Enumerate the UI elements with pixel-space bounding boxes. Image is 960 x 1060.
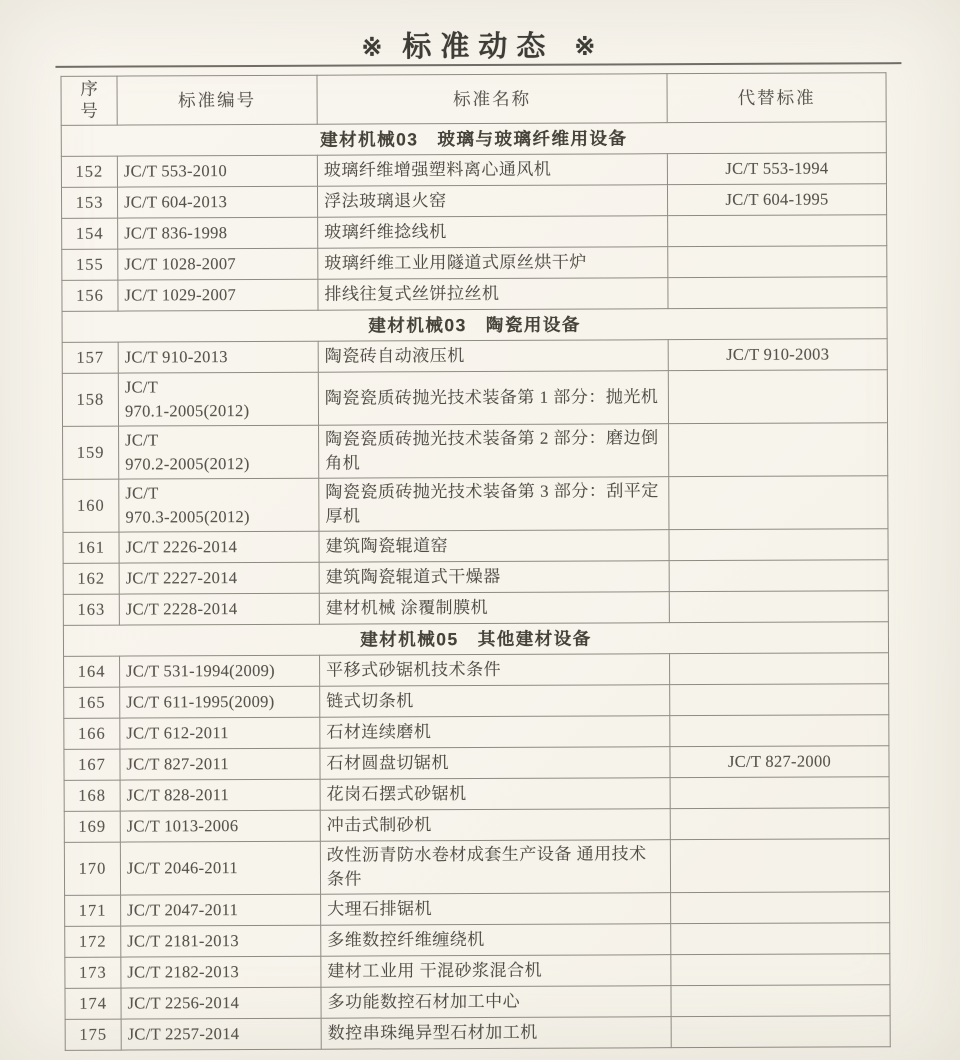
page-title bbox=[0, 0, 958, 62]
name-cell: 石材连续磨机 bbox=[320, 715, 670, 748]
replaced-standard-cell bbox=[669, 475, 888, 529]
table-row bbox=[61, 152, 886, 187]
code-cell: JC/T 2257-2014 bbox=[121, 1018, 321, 1050]
table-row bbox=[63, 422, 888, 479]
table-row bbox=[64, 745, 889, 780]
table-row bbox=[62, 245, 887, 280]
name-cell: 陶瓷瓷质砖抛光技术装备第 2 部分：磨边倒角机 bbox=[319, 423, 669, 478]
serial-cell: 160 bbox=[63, 479, 119, 532]
replaced-standard-cell bbox=[669, 422, 888, 476]
replaced-standard-cell bbox=[668, 214, 887, 246]
name-cell: 多功能数控石材加工中心 bbox=[321, 985, 671, 1018]
name-cell: 建筑陶瓷辊道式干燥器 bbox=[319, 560, 669, 593]
name-cell: 建材机械 涂覆制膜机 bbox=[319, 591, 669, 624]
name-cell: 冲击式制砂机 bbox=[320, 808, 670, 841]
code-cell: JC/T 827-2011 bbox=[120, 748, 320, 780]
replaced-standard-cell bbox=[670, 683, 889, 715]
name-cell: 玻璃纤维捻线机 bbox=[318, 215, 668, 248]
serial-cell: 166 bbox=[64, 718, 120, 749]
code-cell: JC/T 970.1-2005(2012) bbox=[118, 372, 318, 426]
serial-cell: 171 bbox=[65, 895, 121, 926]
page-title-text: 标准动态 bbox=[402, 30, 555, 64]
serial-cell: 161 bbox=[63, 532, 119, 563]
code-cell: JC/T 531-1994(2009) bbox=[120, 655, 320, 687]
replaced-standard-cell: JC/T 553-1994 bbox=[667, 152, 886, 184]
serial-cell: 173 bbox=[65, 957, 121, 988]
code-cell: JC/T 970.3-2005(2012) bbox=[119, 478, 319, 532]
replaced-standard-cell bbox=[669, 528, 888, 560]
column-header-code: 标准编号 bbox=[117, 75, 317, 125]
table-row bbox=[64, 776, 889, 811]
serial-cell: 164 bbox=[64, 656, 120, 687]
replaced-standard-cell bbox=[671, 953, 890, 985]
serial-cell: 162 bbox=[63, 563, 119, 594]
serial-cell: 174 bbox=[65, 988, 121, 1019]
name-cell: 大理石排锯机 bbox=[321, 892, 671, 925]
replaced-standard-cell bbox=[669, 590, 888, 622]
table-row bbox=[64, 838, 889, 895]
table-row bbox=[65, 984, 890, 1019]
serial-cell: 167 bbox=[64, 749, 120, 780]
reference-mark-icon: ※ bbox=[361, 34, 383, 62]
table-row bbox=[62, 276, 887, 311]
name-cell: 陶瓷瓷质砖抛光技术装备第 3 部分：刮平定厚机 bbox=[319, 476, 669, 531]
name-cell: 玻璃纤维增强塑料离心通风机 bbox=[317, 153, 667, 186]
serial-cell: 154 bbox=[62, 218, 118, 249]
serial-cell: 153 bbox=[61, 187, 117, 218]
code-cell: JC/T 828-2011 bbox=[120, 779, 320, 811]
code-cell: JC/T 2047-2011 bbox=[121, 894, 321, 926]
section-header-label: 建材机械03 玻璃与玻璃纤维用设备 bbox=[61, 121, 886, 156]
name-cell: 数控串珠绳异型石材加工机 bbox=[321, 1016, 671, 1049]
serial-cell: 159 bbox=[63, 426, 119, 479]
section-header-label: 建材机械05 其他建材设备 bbox=[63, 621, 888, 656]
code-cell: JC/T 910-2013 bbox=[118, 341, 318, 373]
replaced-standard-cell bbox=[670, 714, 889, 746]
code-cell: JC/T 2227-2014 bbox=[119, 562, 319, 594]
replaced-standard-cell bbox=[671, 984, 890, 1016]
code-cell: JC/T 612-2011 bbox=[120, 717, 320, 749]
serial-cell: 165 bbox=[64, 687, 120, 718]
replaced-standard-cell bbox=[671, 891, 890, 923]
table-header-row bbox=[61, 73, 886, 125]
code-cell: JC/T 2182-2013 bbox=[121, 956, 321, 988]
replaced-standard-cell bbox=[671, 1015, 890, 1047]
column-header-replaces: 代替标准 bbox=[667, 73, 886, 123]
code-cell: JC/T 2228-2014 bbox=[119, 593, 319, 625]
table-row bbox=[65, 1015, 890, 1050]
name-cell: 浮法玻璃退火窑 bbox=[317, 184, 667, 217]
section-header-row bbox=[62, 307, 887, 342]
section-header-row bbox=[63, 621, 888, 656]
code-cell: JC/T 553-2010 bbox=[117, 155, 317, 187]
code-cell: JC/T 970.2-2005(2012) bbox=[119, 425, 319, 479]
reference-mark-icon: ※ bbox=[574, 33, 596, 61]
serial-cell: 170 bbox=[64, 842, 120, 895]
replaced-standard-cell bbox=[668, 276, 887, 308]
replaced-standard-cell: JC/T 910-2003 bbox=[668, 338, 887, 370]
column-header-serial: 序号 bbox=[61, 76, 117, 125]
serial-cell: 169 bbox=[64, 811, 120, 842]
name-cell: 建材工业用 干混砂浆混合机 bbox=[321, 954, 671, 987]
name-cell: 排线往复式丝饼拉丝机 bbox=[318, 277, 668, 310]
table-row bbox=[61, 183, 886, 218]
name-cell: 平移式砂锯机技术条件 bbox=[320, 653, 670, 686]
replaced-standard-cell: JC/T 827-2000 bbox=[670, 745, 889, 777]
serial-cell: 168 bbox=[64, 780, 120, 811]
code-cell: JC/T 2046-2011 bbox=[120, 841, 320, 895]
serial-cell: 163 bbox=[63, 594, 119, 625]
name-cell: 陶瓷砖自动液压机 bbox=[318, 339, 668, 372]
name-cell: 石材圆盘切锯机 bbox=[320, 746, 670, 779]
code-cell: JC/T 604-2013 bbox=[117, 186, 317, 218]
serial-cell: 157 bbox=[62, 342, 118, 373]
serial-cell: 156 bbox=[62, 280, 118, 311]
table-row bbox=[62, 369, 887, 426]
replaced-standard-cell bbox=[670, 652, 889, 684]
table-row bbox=[65, 922, 890, 957]
code-cell: JC/T 1013-2006 bbox=[120, 810, 320, 842]
name-cell: 陶瓷瓷质砖抛光技术装备第 1 部分：抛光机 bbox=[318, 370, 668, 425]
table-row bbox=[63, 528, 888, 563]
replaced-standard-cell bbox=[670, 776, 889, 808]
table-row bbox=[62, 214, 887, 249]
name-cell: 花岗石摆式砂锯机 bbox=[320, 777, 670, 810]
code-cell: JC/T 611-1995(2009) bbox=[120, 686, 320, 718]
table-row bbox=[64, 683, 889, 718]
code-cell: JC/T 1028-2007 bbox=[118, 248, 318, 280]
table-row bbox=[63, 590, 888, 625]
table-row bbox=[62, 338, 887, 373]
replaced-standard-cell bbox=[671, 922, 890, 954]
replaced-standard-cell bbox=[670, 838, 889, 892]
section-header-label: 建材机械03 陶瓷用设备 bbox=[62, 307, 887, 342]
code-cell: JC/T 2181-2013 bbox=[121, 925, 321, 957]
name-cell: 多维数控纤维缠绕机 bbox=[321, 923, 671, 956]
replaced-standard-cell: JC/T 604-1995 bbox=[667, 183, 886, 215]
code-cell: JC/T 1029-2007 bbox=[118, 279, 318, 311]
serial-cell: 172 bbox=[65, 926, 121, 957]
code-cell: JC/T 2256-2014 bbox=[121, 987, 321, 1019]
name-cell: 建筑陶瓷辊道窑 bbox=[319, 529, 669, 562]
table-row bbox=[64, 652, 889, 687]
column-header-name: 标准名称 bbox=[317, 74, 667, 124]
code-cell: JC/T 836-1998 bbox=[118, 217, 318, 249]
serial-cell: 175 bbox=[65, 1019, 121, 1050]
serial-cell: 155 bbox=[62, 249, 118, 280]
table-row bbox=[65, 891, 890, 926]
section-header-row bbox=[61, 121, 886, 156]
table-row bbox=[64, 714, 889, 749]
code-cell: JC/T 2226-2014 bbox=[119, 531, 319, 563]
serial-cell: 158 bbox=[62, 373, 118, 426]
replaced-standard-cell bbox=[670, 807, 889, 839]
name-cell: 链式切条机 bbox=[320, 684, 670, 717]
replaced-standard-cell bbox=[668, 369, 887, 423]
table-row bbox=[65, 953, 890, 988]
replaced-standard-cell bbox=[669, 559, 888, 591]
standards-table bbox=[60, 72, 890, 1050]
name-cell: 玻璃纤维工业用隧道式原丝烘干炉 bbox=[318, 246, 668, 279]
table-row bbox=[64, 807, 889, 842]
replaced-standard-cell bbox=[668, 245, 887, 277]
serial-cell: 152 bbox=[61, 156, 117, 187]
table-row bbox=[63, 559, 888, 594]
name-cell: 改性沥青防水卷材成套生产设备 通用技术条件 bbox=[320, 839, 670, 894]
table-row bbox=[63, 475, 888, 532]
